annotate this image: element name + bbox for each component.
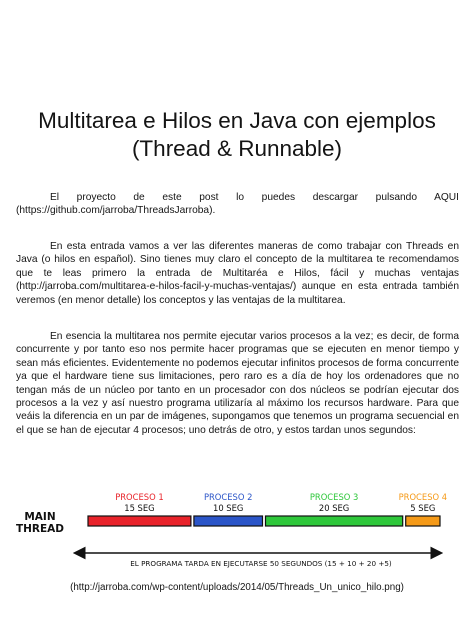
document-title bbox=[0, 107, 474, 163]
process-bar bbox=[266, 516, 403, 526]
title-line-2: (Thread & Runnable) bbox=[131, 136, 343, 161]
process-timeline bbox=[88, 492, 447, 526]
title-line-1: Multitarea e Hilos en Java con ejemplos bbox=[38, 108, 436, 133]
thread-label-thread: THREAD bbox=[16, 523, 65, 535]
process-bar bbox=[406, 516, 440, 526]
process-duration: 20 SEG bbox=[318, 503, 350, 513]
total-time-label: EL PROGRAMA TARDA EN EJECUTARSE 50 SEGUNDOS (15 + 10 + 20 +5) bbox=[130, 559, 392, 568]
paragraph-download-text: El proyecto de este post lo puedes descargar pulsando AQUI (https://github.com/jarroba/ThreadsJarroba). bbox=[16, 192, 459, 217]
single-thread-diagram bbox=[16, 486, 466, 581]
thread-label-main: MAIN bbox=[24, 511, 56, 523]
paragraph-intro-text: En esta entrada vamos a ver las diferentes maneras de como trabajar con Threads en Java (o hilos en español). Sino tienes muy claro el concepto de la multitarea te recomendamos que te leas primero la entrada de Multitaréa e Hilos, fácil y muchas ventajas (http://jarroba.com/multitarea-e-hilos-facil-y-muchas-ventajas/) aunque en esta entrada también veremos (en menor detalle) los conceptos y las ventajas de la multitarea. bbox=[16, 241, 459, 306]
process-name: PROCESO 1 bbox=[115, 492, 164, 502]
process-duration: 15 SEG bbox=[124, 503, 155, 513]
process-bar bbox=[88, 516, 191, 526]
paragraph-download bbox=[16, 191, 459, 218]
process-name: PROCESO 2 bbox=[203, 492, 253, 502]
paragraph-multitask bbox=[16, 330, 459, 437]
process-name: PROCESO 4 bbox=[398, 492, 448, 502]
process-duration: 10 SEG bbox=[212, 503, 244, 513]
paragraph-intro bbox=[16, 240, 459, 307]
paragraph-multitask-text: En esencia la multitarea nos permite ejecutar varios procesos a la vez; es decir, de forma concurrente y por tanto eso nos permite hacer programas que se ejecuten en menor tiempo y sean más eficientes. Evidentemente no podemos ejecutar infinitos procesos de forma concurrente ya que el hardware tiene sus limitaciones, pero raro es a día de hoy los ordenadores que no tengan más de un núcleo por tanto en un procesador con dos núcleos se podrían ejecutar dos procesos a la vez y así nuestro programa utilizaría al máximo los recursos hardware. Para que veáis la diferencia en un par de imágenes, supongamos que tenemos un programa secuencial en el que se han de ejecutar 4 procesos; uno detrás de otro, y estos tardan unos segundos: bbox=[16, 331, 459, 436]
process-duration: 5 SEG bbox=[410, 503, 436, 513]
process-name: PROCESO 3 bbox=[309, 492, 359, 502]
image-caption: (http://jarroba.com/wp-content/uploads/2014/05/Threads_Un_unico_hilo.png) bbox=[70, 582, 404, 593]
process-bar bbox=[194, 516, 263, 526]
